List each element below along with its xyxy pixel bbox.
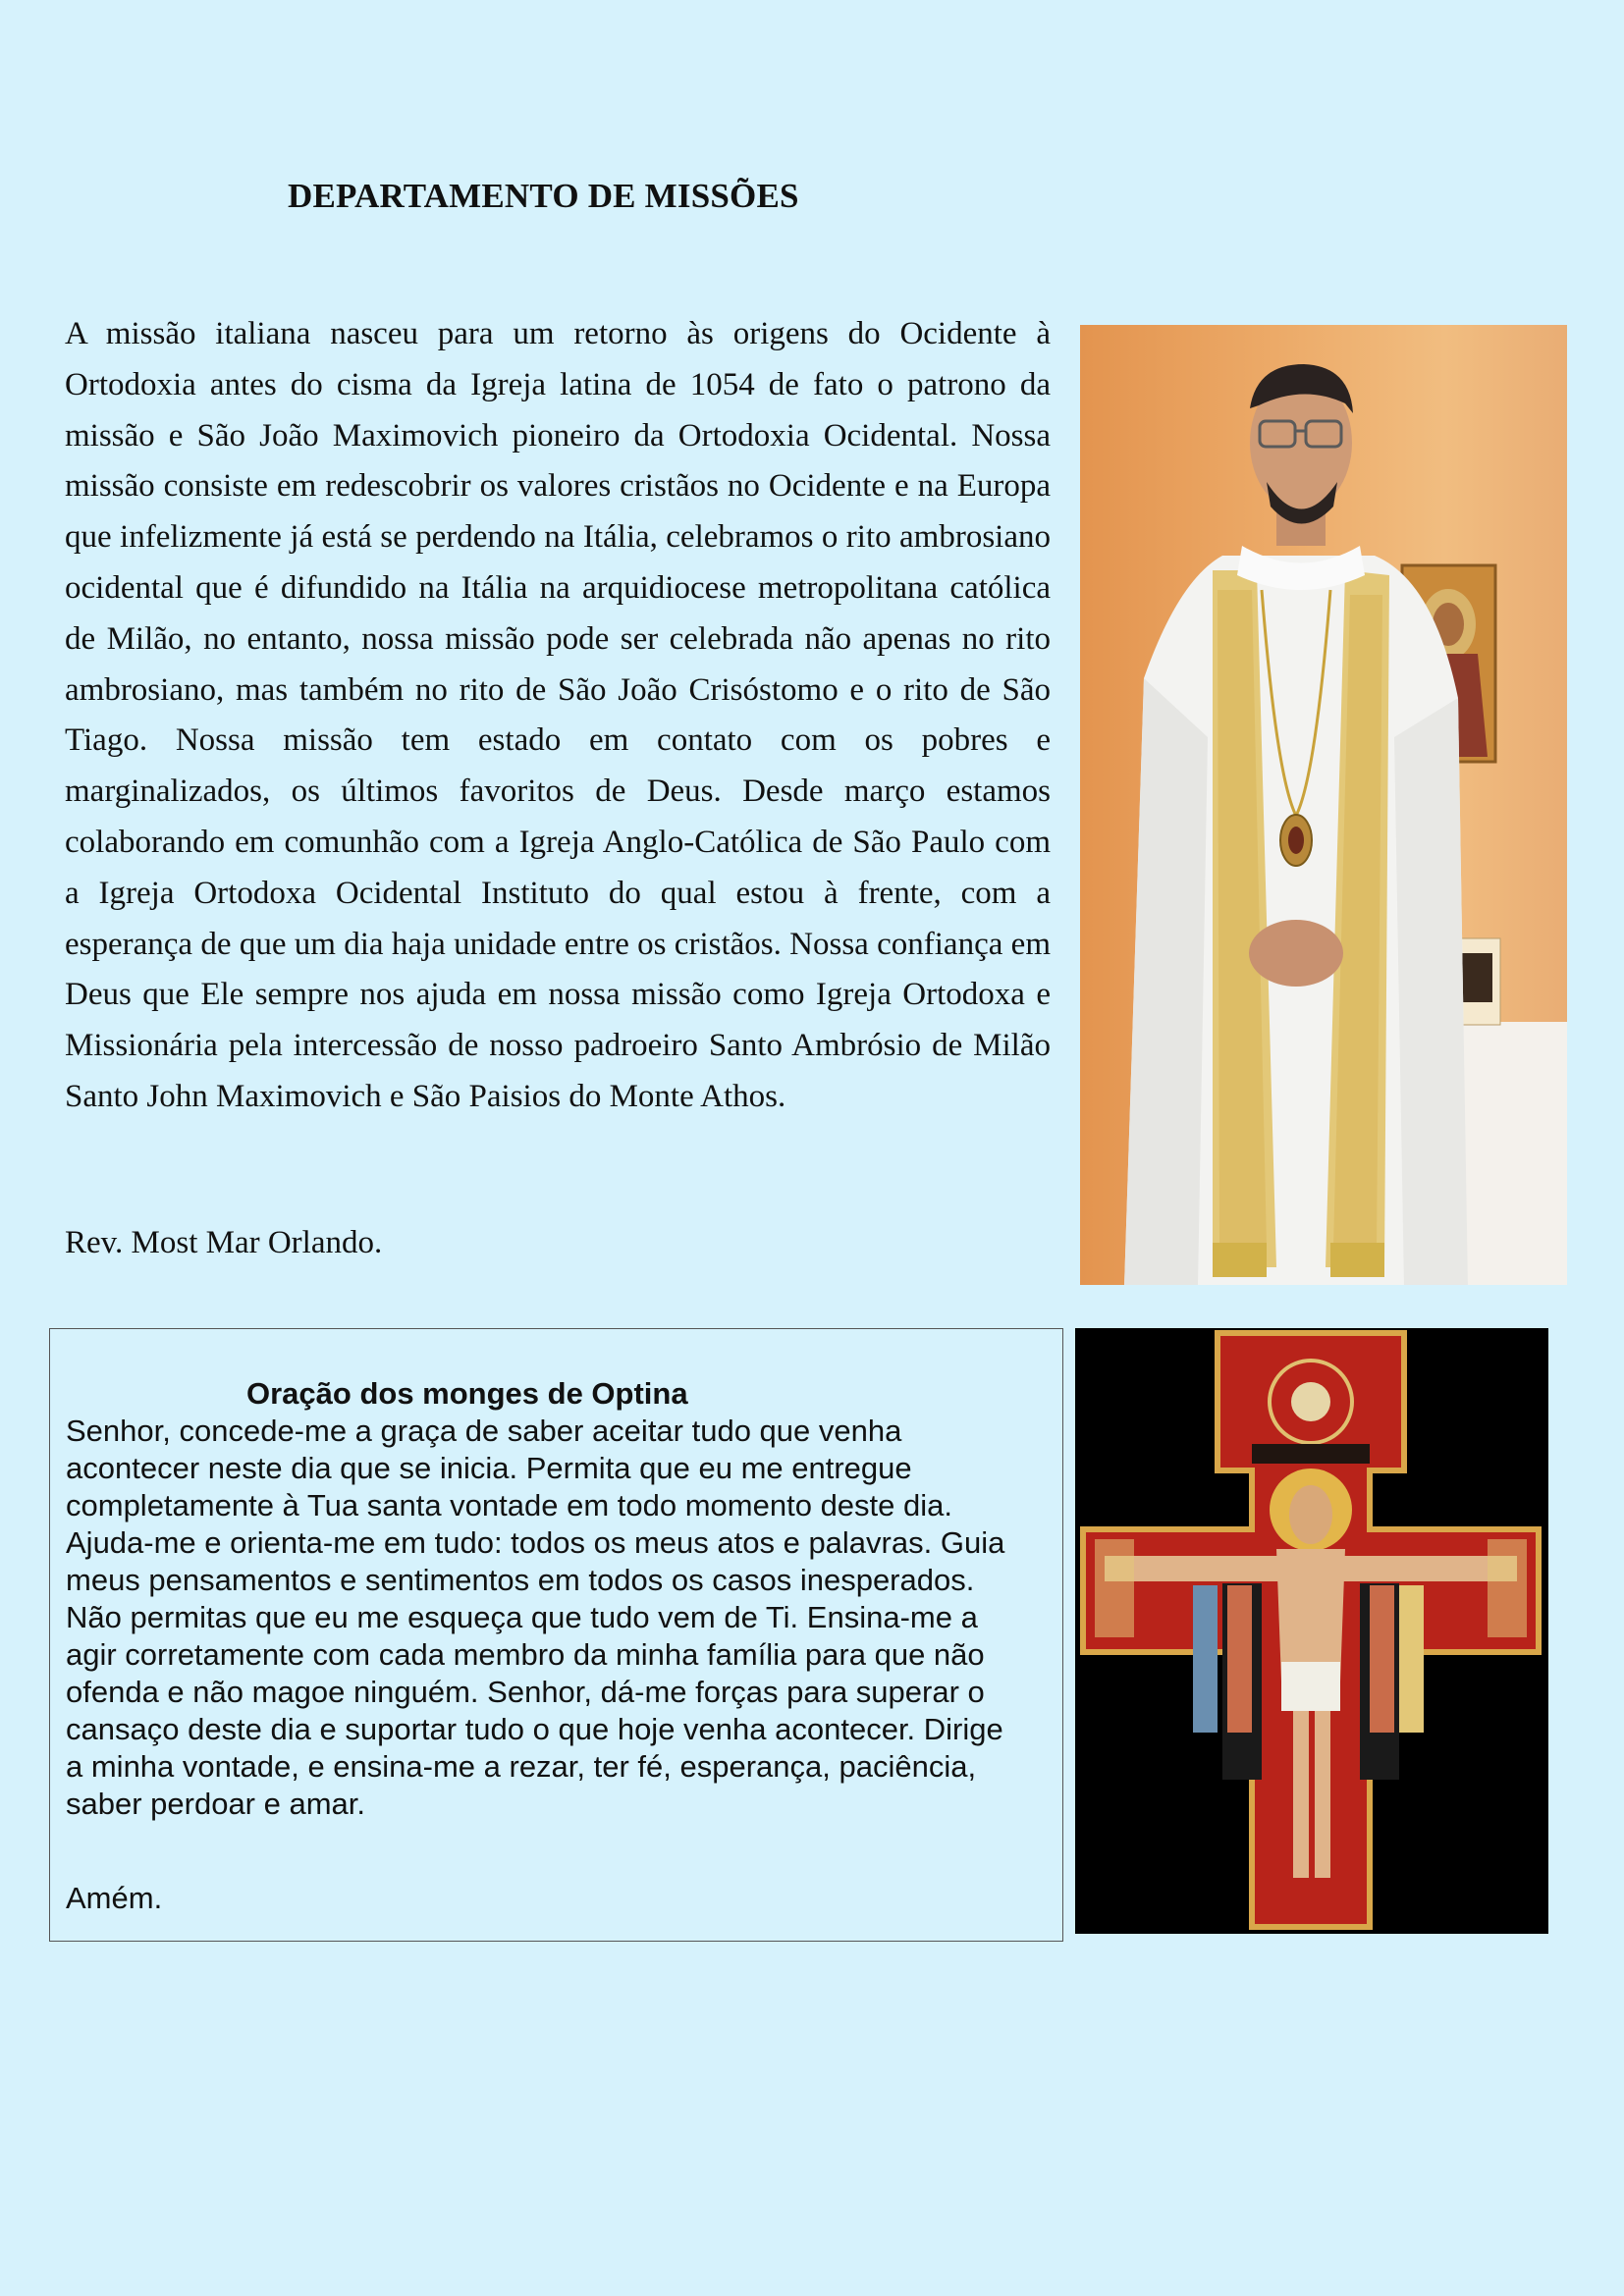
article-paragraph: A missão italiana nasceu para um retorno às origens do Ocidente à Ortodoxia antes do cisma da Igreja latina de 1054 de fato o patrono da missão e São João Maximovich pioneiro da Ortodoxia Ocidental. Nossa missão consiste em redescobrir os valores cristãos no Ocidente e na Europa que infelizmente já está se perdendo na Itália, celebramos o rito ambrosiano ocidental que é difundido na Itália na arquidiocese metropolitana católica de Milão, no entanto, nossa missão pode ser celebrada não apenas no rito ambrosiano, mas também no rito de São João Crisóstomo e o rito de São Tiago. Nossa missão tem estado em contato com os pobres e marginalizados, os últimos favoritos de Deus. Desde março estamos colaborando em comunhão com a Igreja Anglo-Católica de São Paulo com a Igreja Ortodoxa Ocidental Instituto do qual estou à frente, com a esperança de que um dia haja unidade entre os cristãos. Nossa confiança em Deus que Ele sempre nos ajuda em nossa missão como Igreja Ortodoxa e Missionária pela intercessão de nosso padroeiro Santo Ambrósio de Milão Santo John Maximovich e São Paisios do Monte Athos.	[65, 316, 1051, 1114]
priest-illustration	[1080, 325, 1567, 1285]
crucifix-image	[1075, 1328, 1548, 1934]
crucifix-illustration	[1075, 1328, 1548, 1934]
page-title: DEPARTAMENTO DE MISSÕES	[288, 177, 799, 215]
prayer-text: Senhor, concede-me a graça de saber aceitar tudo que venha acontecer neste dia que se inicia. Permita que eu me entregue completamente à Tua santa vontade em todo momento deste dia. Ajuda-me e orienta-me em tudo: todos os meus atos e palavras. Guia meus pensamentos e sentimentos em todos os casos inesperados. Não permitas que eu me esqueça que tudo vem de Ti. Ensina-me a agir corretamente com cada membro da minha família para que não ofenda e não magoe ninguém. Senhor, dá-me forças para superar o cansaço deste dia e suportar tudo o que hoje venha acontecer. Dirige a minha vontade, e ensina-me a rezar, ter fé, esperança, paciência, saber perdoar e amar.	[66, 1414, 1005, 1821]
prayer-title: Oração dos monges de Optina	[246, 1376, 688, 1411]
article-signature: Rev. Most Mar Orlando.	[65, 1225, 383, 1260]
prayer-amen: Amém.	[66, 1881, 163, 1915]
article-body	[65, 309, 1051, 1123]
prayer-box	[49, 1328, 1063, 1942]
priest-photo	[1080, 325, 1567, 1285]
